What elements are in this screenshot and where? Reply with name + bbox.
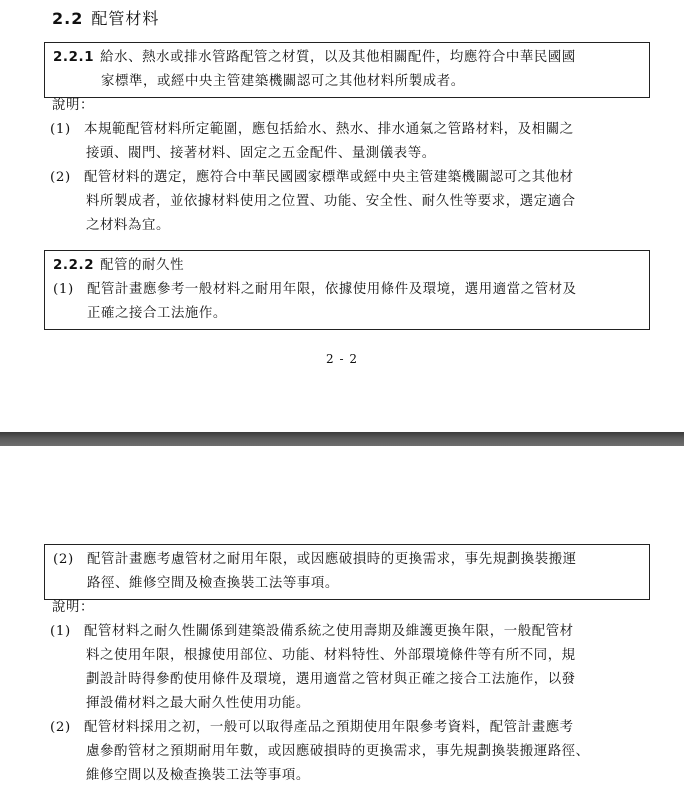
clause-text-line: 配管計畫應考慮管材之耐用年限，或因應破損時的更換需求，事先規劃換裝搬運: [87, 552, 577, 567]
item-text-line: 慮參酌管材之預期耐用年數，或因應破損時的更換需求，事先規劃換裝搬運路徑、: [86, 744, 590, 759]
explanation-item: [52, 620, 652, 716]
clause-text-line: 路徑、維修空間及檢查換裝工法等事項。: [87, 576, 339, 591]
clause-text-line: 配管計畫應參考一般材料之耐用年限，依據使用條件及環境，選用適當之管材及: [87, 282, 577, 297]
section-number: 2.2: [52, 9, 84, 28]
item-marker: (1): [53, 282, 74, 297]
page-number: 2 - 2: [326, 352, 358, 366]
explanation-label: 說明：: [52, 98, 94, 113]
item-text-line: 揮設備材料之最大耐久性使用功能。: [86, 696, 310, 711]
item-marker: (2): [53, 552, 74, 567]
explanation-block: [52, 596, 652, 788]
explanation-label: 說明：: [52, 600, 94, 615]
item-text-line: 配管材料之耐久性關係到建築設備系統之使用壽期及維護更換年限，一般配管材: [84, 624, 574, 639]
section-title: 配管材料: [91, 9, 160, 28]
item-text-line: 之材料為宜。: [86, 218, 170, 233]
item-marker: (1): [50, 624, 71, 639]
clause-number: 2.2.1: [53, 50, 95, 65]
item-marker: (2): [50, 720, 71, 735]
item-text-line: 料所製成者，並依據材料使用之位置、功能、安全性、耐久性等要求，選定適合: [86, 194, 576, 209]
item-text-line: 配管材料採用之初，一般可以取得產品之預期使用年限參考資料，配管計畫應考: [84, 720, 574, 735]
section-heading: [52, 6, 159, 29]
clause-text-line: 家標準，或經中央主管建築機關認可之其他材料所製成者。: [101, 74, 465, 89]
explanation-item: [52, 166, 652, 238]
item-text-line: 接頭、閥門、接著材料、固定之五金配件、量測儀表等。: [86, 146, 436, 161]
explanation-block: [52, 94, 652, 238]
item-text-line: 料之使用年限，根據使用部位、功能、材料特性、外部環境條件等有所不同，規: [86, 648, 576, 663]
clause-text-line: 給水、熱水或排水管路配管之材質，以及其他相關配件，均應符合中華民國國: [100, 50, 576, 65]
item-text-line: 劃設計時得參酌使用條件及環境，選用適當之管材與正確之接合工法施作，以發: [86, 672, 576, 687]
item-text-line: 本規範配管材料所定範圍，應包括給水、熱水、排水通氣之管路材料，及相關之: [84, 122, 574, 137]
item-marker: (1): [50, 122, 71, 137]
item-marker: (2): [50, 170, 71, 185]
item-text-line: 配管材料的選定，應符合中華民國國家標準或經中央主管建築機關認可之其他材: [84, 170, 574, 185]
page-separator: [0, 432, 684, 446]
clause-text-line: 正確之接合工法施作。: [87, 306, 227, 321]
clause-continuation-box: [44, 544, 650, 600]
document-page-2: [0, 446, 684, 796]
clause-2-2-1-box: [44, 42, 650, 98]
clause-2-2-2-box: [44, 250, 650, 330]
item-text-line: 維修空間以及檢查換裝工法等事項。: [86, 768, 310, 783]
explanation-item: [52, 716, 652, 788]
clause-number: 2.2.2: [53, 258, 95, 273]
clause-title: 配管的耐久性: [100, 258, 185, 273]
explanation-item: [52, 118, 652, 166]
